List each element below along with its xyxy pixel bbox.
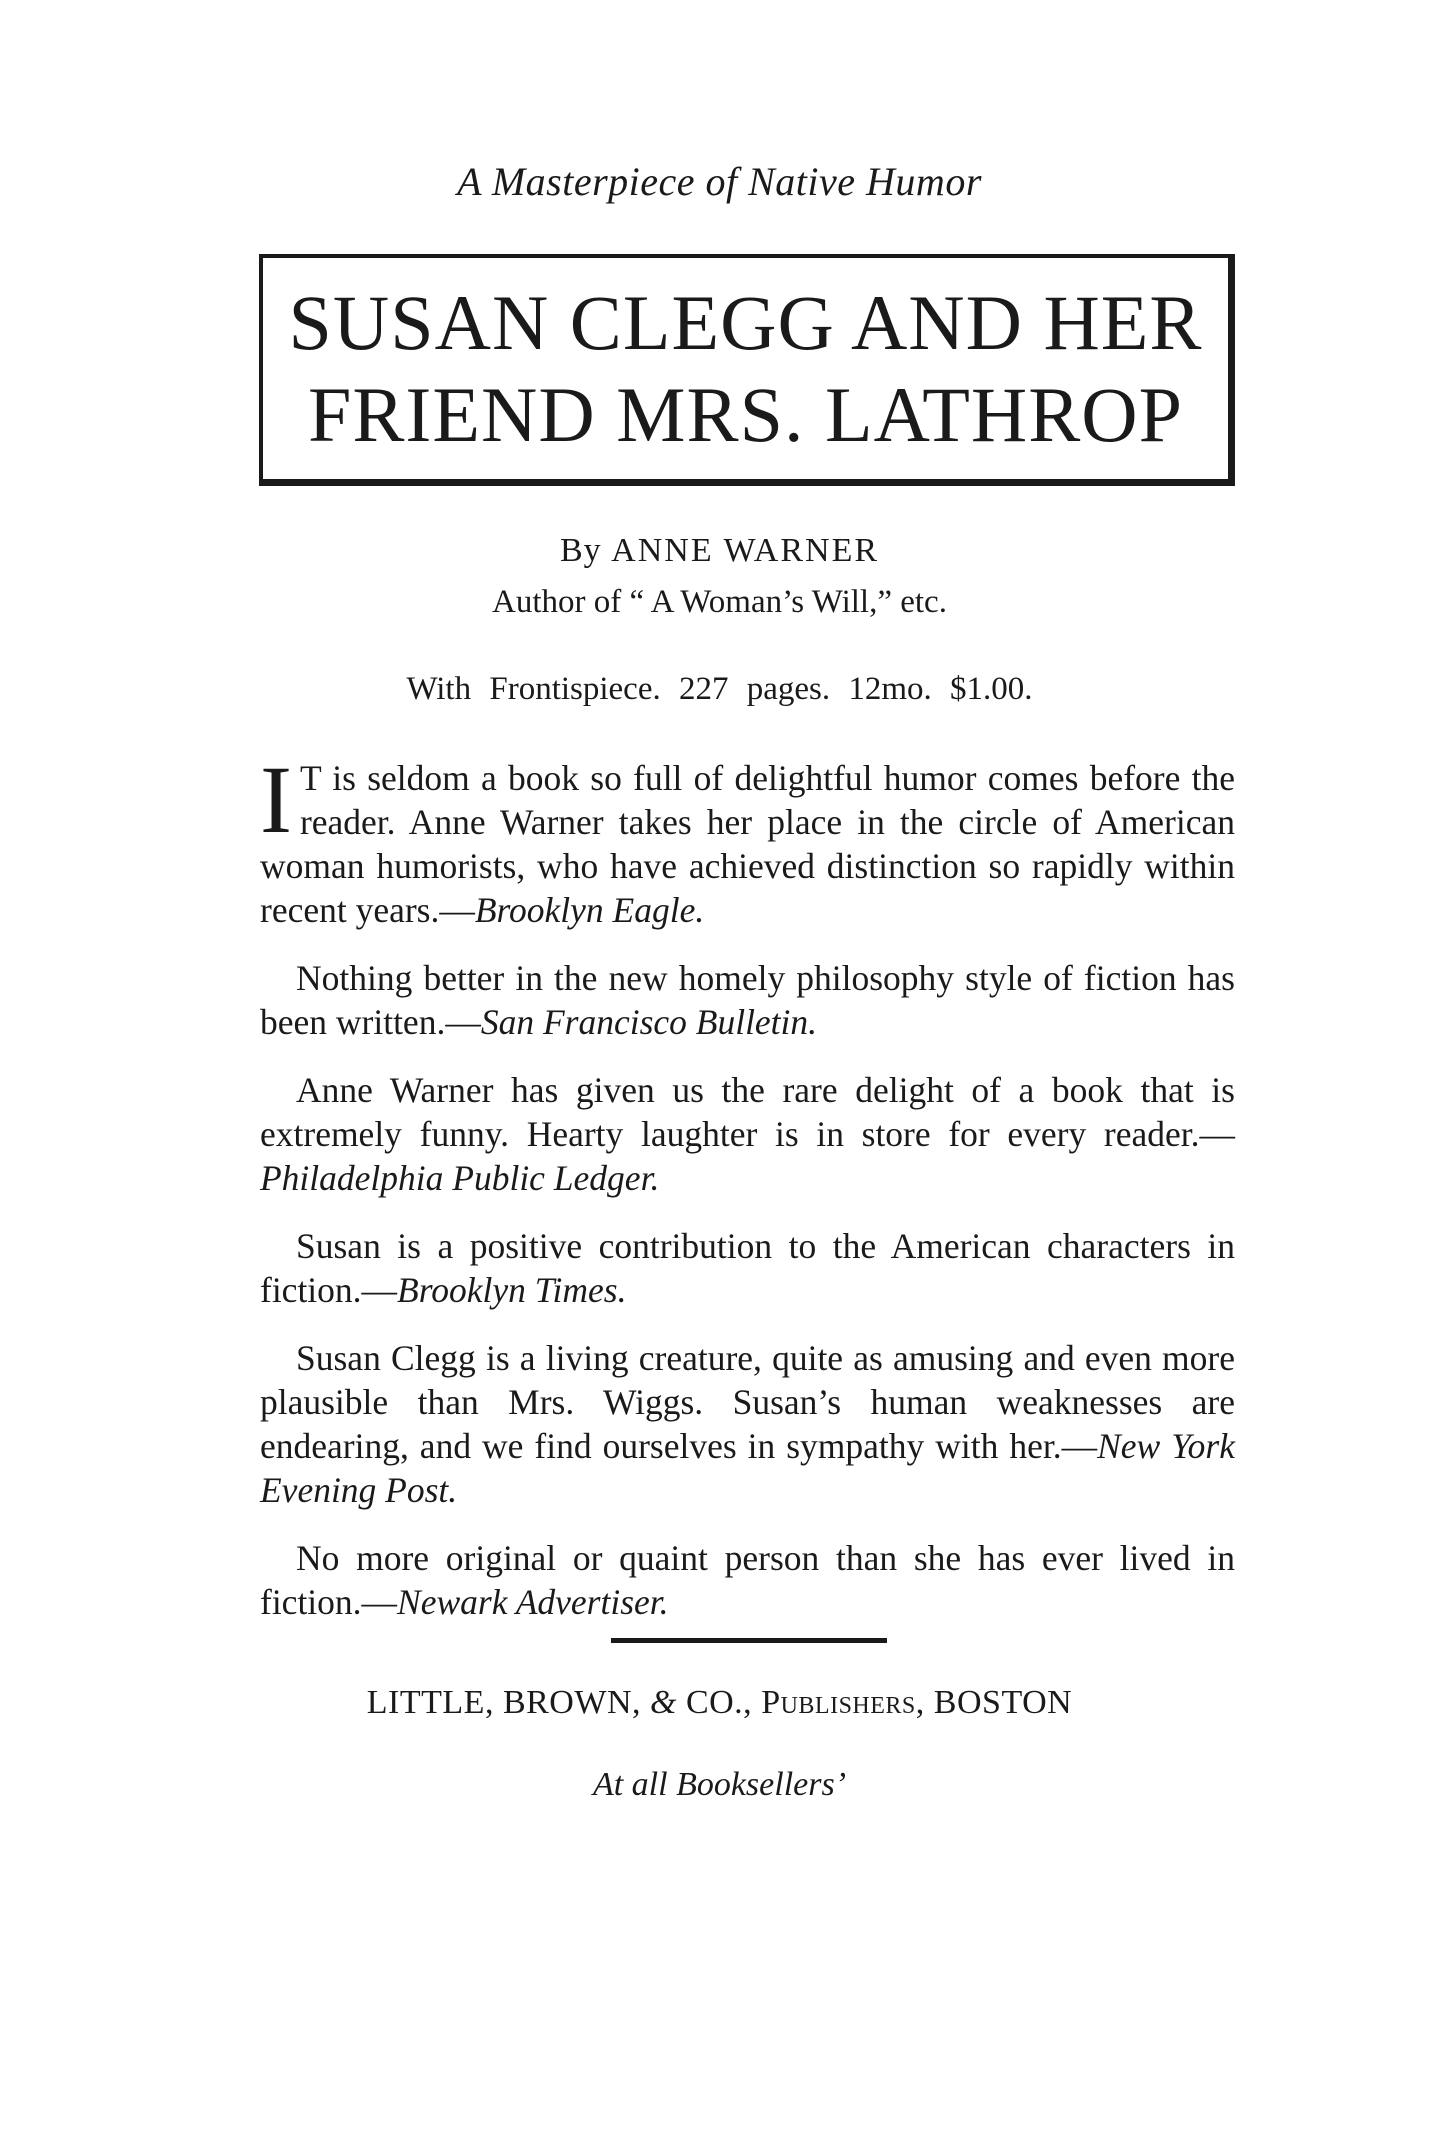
review-source: New York Evening Post. xyxy=(260,1426,1236,1510)
tagline: A Masterpiece of Native Humor xyxy=(457,159,982,204)
review-source: Philadelphia Public Ledger. xyxy=(260,1158,660,1198)
review-source: Brooklyn Eagle. xyxy=(474,890,705,930)
book-details: With Frontispiece. 227 pages. 12mo. $1.00. xyxy=(406,671,1033,707)
review-list xyxy=(260,746,1236,1648)
drop-cap: I xyxy=(260,746,292,853)
publisher-co: CO., xyxy=(685,1684,753,1721)
review-source: San Francisco Bulletin. xyxy=(480,1002,818,1042)
review-item xyxy=(260,956,1235,1044)
review-item xyxy=(260,1224,1235,1312)
publisher-ampersand: & xyxy=(650,1684,677,1721)
book-title-line-2: FRIEND MRS. LATHROP xyxy=(308,370,1183,458)
author-name: ANNE WARNER xyxy=(611,532,880,569)
review-item xyxy=(260,1536,1235,1624)
review-text: Nothing better in the new homely philosophy style of fiction has been written.— xyxy=(260,958,1235,1042)
review-text: No more original or quaint person than she has ever lived in fiction.— xyxy=(260,1538,1235,1622)
review-item xyxy=(260,746,1235,932)
prior-work: Author of “ A Woman’s Will,” etc. xyxy=(492,584,947,620)
review-source: Newark Advertiser. xyxy=(397,1582,669,1622)
byline-prefix: By xyxy=(559,532,602,569)
review-text: Susan is a positive contribution to the American characters in fiction.— xyxy=(260,1226,1235,1310)
publisher-line xyxy=(0,1684,1439,1722)
review-text: T is seldom a book so full of delightful humor comes before the reader. Anne Warner takes her place in the circle of American woman humorists, who have achieved distinction so rapidly within recent years.— xyxy=(260,758,1235,930)
availability-note: At all Booksellers’ xyxy=(592,1766,847,1803)
title-box xyxy=(259,254,1235,486)
divider-rule xyxy=(611,1638,887,1643)
publisher-name: LITTLE, BROWN, xyxy=(366,1684,641,1721)
review-item xyxy=(260,1068,1235,1200)
publisher-role: Publishers, xyxy=(761,1684,925,1721)
review-text: Anne Warner has given us the rare delight of a book that is extremely funny. Hearty laughter is in store for every reader.— xyxy=(260,1070,1235,1154)
publisher-city: BOSTON xyxy=(933,1684,1073,1721)
review-source: Brooklyn Times. xyxy=(397,1270,627,1310)
review-text: Susan Clegg is a living creature, quite as amusing and even more plausible than Mrs. Wiggs. Susan’s human weaknesses are endearing, and we find ourselves in sympathy with her.— xyxy=(260,1338,1235,1466)
book-title-line-1: SUSAN CLEGG AND HER xyxy=(288,278,1203,366)
byline xyxy=(0,532,1439,570)
review-item xyxy=(260,1336,1235,1512)
